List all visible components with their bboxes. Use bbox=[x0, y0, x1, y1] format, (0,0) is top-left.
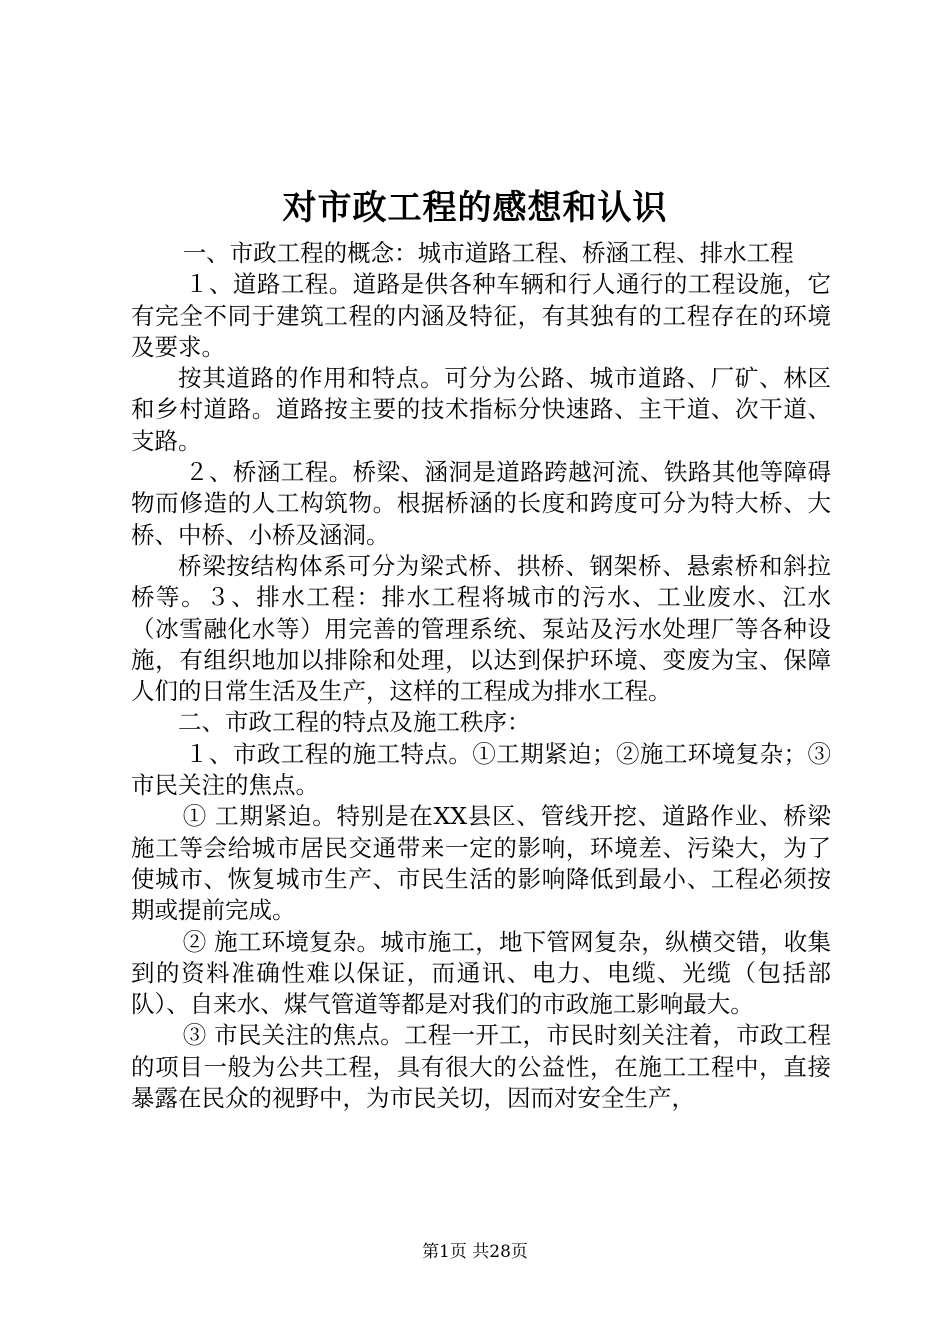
paragraph-road-engineering: １、道路工程。道路是供各种车辆和行人通行的工程设施，它有完全不同于建筑工程的内涵及特征，有其独有的工程存在的环境及要求。 bbox=[131, 270, 831, 361]
paragraph-complex-environment: ② 施工环境复杂。城市施工，地下管网复杂，纵横交错，收集到的资料准确性难以保证，而通讯、电力、电缆、光缆（包括部队）、自来水、煤气管道等都是对我们的市政施工影响最大。 bbox=[131, 927, 831, 1019]
paragraph-public-attention: ③ 市民关注的焦点。工程一开工，市民时刻关注着，市政工程的项目一般为公共工程，具有很大的公益性，在施工工程中，直接暴露在民众的视野中，为市民关切，因而对安全生产， bbox=[131, 1021, 831, 1113]
paragraph-road-classification: 按其道路的作用和特点。可分为公路、城市道路、厂矿、林区和乡村道路。道路按主要的技术指标分快速路、主干道、次干道、支路。 bbox=[131, 364, 831, 455]
paragraph-tight-schedule: ① 工期紧迫。特别是在XX县区、管线开挖、道路作业、桥梁施工等会给城市居民交通带来一定的影响，环境差、污染大，为了使城市、恢复城市生产、市民生活的影响降低到最小、工程必须按期或提前完成。 bbox=[131, 802, 831, 925]
paragraph-bridge-types-drainage: 桥梁按结构体系可分为梁式桥、拱桥、钢架桥、悬索桥和斜拉桥等。３、排水工程：排水工程将城市的污水、工业废水、江水（冰雪融化水等）用完善的管理系统、泵站及污水处理厂等各种设施，有组织地加以排除和处理，以达到保护环境、变废为宝、保障人们的日常生活及生产，这样的工程成为排水工程。 bbox=[131, 551, 831, 706]
document-title: 对市政工程的感想和认识 bbox=[282, 188, 668, 228]
paragraph-construction-features: １、市政工程的施工特点。①工期紧迫；②施工环境复杂；③市民关注的焦点。 bbox=[131, 739, 831, 800]
paragraph-features-heading: 二、市政工程的特点及施工秩序： bbox=[178, 708, 531, 737]
paragraph-concept: 一、市政工程的概念：城市道路工程、桥涵工程、排水工程 bbox=[182, 239, 794, 267]
page-number-footer: 第1页 共28页 bbox=[422, 1242, 528, 1262]
paragraph-bridge-culvert: ２、桥涵工程。桥梁、涵洞是道路跨越河流、铁路其他等障碍物而修造的人工构筑物。根据桥涵的长度和跨度可分为特大桥、大桥、中桥、小桥及涵洞。 bbox=[131, 458, 831, 549]
document-body bbox=[131, 238, 831, 1114]
